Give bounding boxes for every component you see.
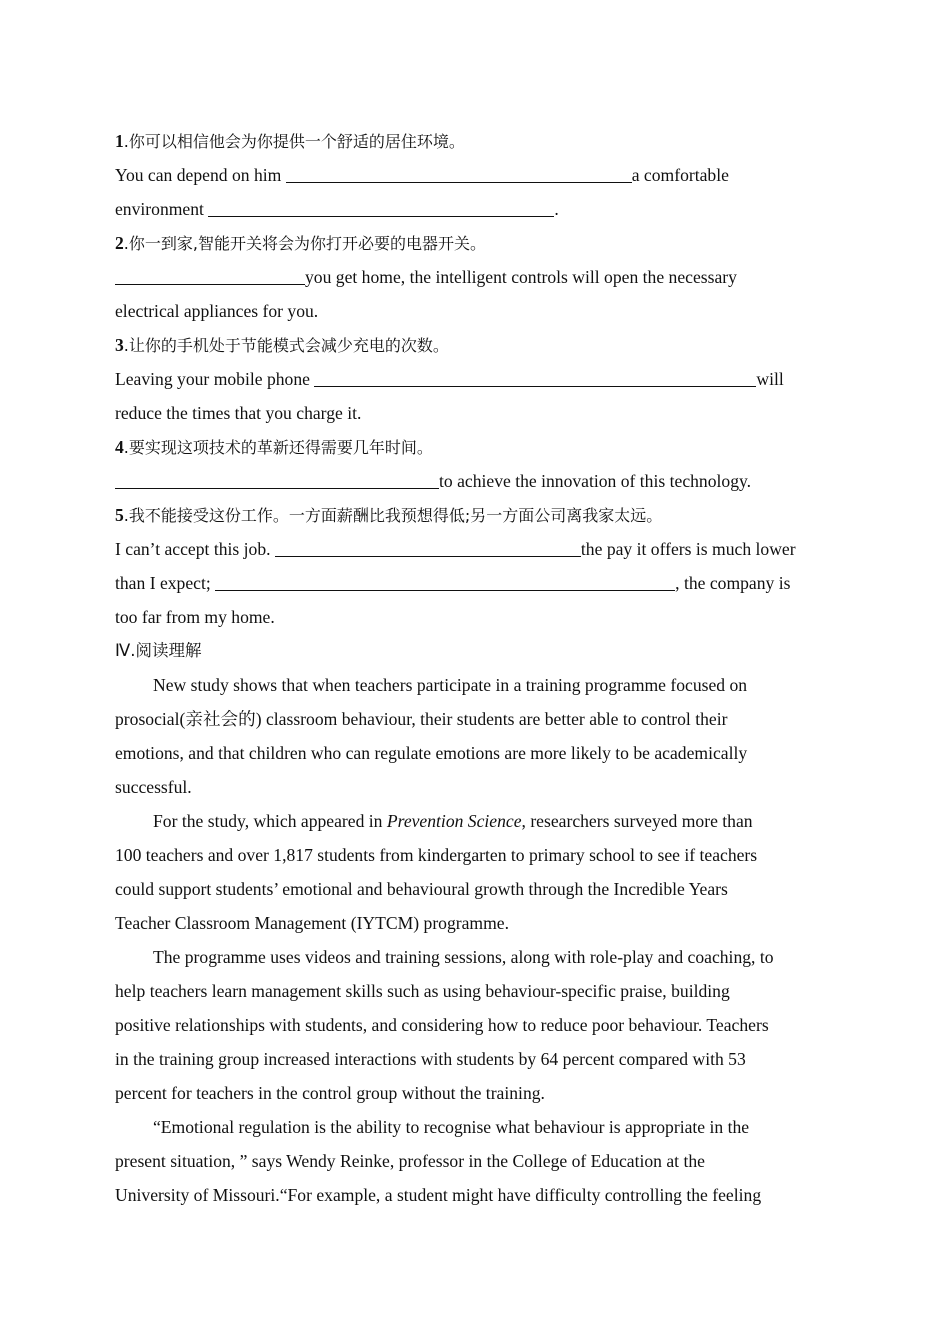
passage-line: New study shows that when teachers participate in a training programme focused on [153,675,748,695]
q5-line3 [115,600,835,634]
q2-text-after-blank: you get home, the intelligent controls will open the necessary [305,267,737,287]
q5-text-before-blank2: than I expect; [115,573,216,593]
q2-chinese: .你一到家,智能开关将会为你打开必要的电器开关。 [123,234,486,253]
passage-line: percent for teachers in the control group without the training. [115,1083,545,1103]
passage-line: The programme uses videos and training sessions, along with role-play and coaching, to [153,947,774,967]
passage-line: Teacher Classroom Management (IYTCM) programme. [115,913,510,933]
passage-text: For the study, which appeared in [153,811,387,831]
q4-line1 [115,464,835,498]
q1-chinese: .你可以相信他会为你提供一个舒适的居住环境。 [123,132,465,151]
q5-line1 [115,532,835,566]
q5-chinese: .我不能接受这份工作。一方面薪酬比我预想得低;另一方面公司离我家太远。 [123,506,663,525]
q5-text-before-blank1: I can’t accept this job. [115,539,275,559]
q3-number: 3 [115,335,124,355]
q4-prompt [115,430,835,464]
q1-text-after-blank1: a comfortable [631,165,729,185]
q5-prompt [115,498,835,532]
q5-line2 [115,566,835,600]
q3-prompt [115,328,835,362]
passage-line: University of Missouri.“For example, a student might have difficulty controlling the feeling [115,1185,762,1205]
q3-line1 [115,362,835,396]
q3-text-after-blank: will [756,369,784,389]
q5-text-after-blank2: , the company is [675,573,791,593]
passage-text: , researchers surveyed more than [521,811,753,831]
q3-text-before-blank: Leaving your mobile phone [115,369,315,389]
q1-text-before-blank1: You can depend on him [115,165,286,185]
q3-text-line2: reduce the times that you charge it. [115,403,362,423]
q3-chinese: .让你的手机处于节能模式会减少充电的次数。 [123,336,449,355]
q2-prompt [115,226,835,260]
passage-line: emotions, and that children who can regulate emotions are more likely to be academically [115,743,748,763]
q1-answer-blank-2[interactable] [208,198,554,217]
q2-line2 [115,294,835,328]
q4-chinese: .要实现这项技术的革新还得需要几年时间。 [123,438,433,457]
worksheet-content [115,124,835,1212]
q4-answer-blank[interactable] [115,470,439,489]
q3-line2 [115,396,835,430]
q2-line1 [115,260,835,294]
q1-answer-blank-1[interactable] [286,164,632,183]
q1-prompt [115,124,835,158]
q3-answer-blank[interactable] [314,368,756,387]
passage-line: could support students’ emotional and behavioural growth through the Incredible Years [115,879,728,899]
section-title: Ⅳ.阅读理解 [115,641,202,660]
q1-number: 1 [115,131,124,151]
passage-paragraph-1 [115,668,835,804]
q5-text-after-blank1: the pay it offers is much lower [580,539,796,559]
q2-text-line2: electrical appliances for you. [115,301,319,321]
q5-number: 5 [115,505,124,525]
q1-text-before-blank2: environment [115,199,209,219]
q1-text-after-blank2: . [554,199,559,219]
q1-line2 [115,192,835,226]
q1-line1 [115,158,835,192]
q5-text-line3: too far from my home. [115,607,275,627]
passage-line [115,804,835,838]
passage-line: “Emotional regulation is the ability to recognise what behaviour is appropriate in the [153,1117,750,1137]
passage-line: positive relationships with students, and considering how to reduce poor behaviour. Teachers [115,1015,769,1035]
q4-text-after-blank: to achieve the innovation of this technology. [439,471,752,491]
journal-title: Prevention Science [386,811,522,831]
passage-line: in the training group increased interactions with students by 64 percent compared with 53 [115,1049,746,1069]
q4-number: 4 [115,437,124,457]
q2-answer-blank[interactable] [115,266,305,285]
q2-number: 2 [115,233,124,253]
passage-line: 100 teachers and over 1,817 students from kindergarten to primary school to see if teachers [115,845,758,865]
q5-answer-blank-1[interactable] [275,538,581,557]
passage-paragraph-3 [115,940,835,1110]
q5-answer-blank-2[interactable] [215,572,675,591]
passage-line: successful. [115,777,192,797]
passage-paragraph-2 [115,804,835,940]
passage-line: present situation, ” says Wendy Reinke, professor in the College of Education at the [115,1151,705,1171]
passage-line: prosocial(亲社会的) classroom behaviour, their students are better able to control their [115,709,728,729]
passage-line: help teachers learn management skills such as using behaviour-specific praise, building [115,981,730,1001]
passage-paragraph-4 [115,1110,835,1212]
